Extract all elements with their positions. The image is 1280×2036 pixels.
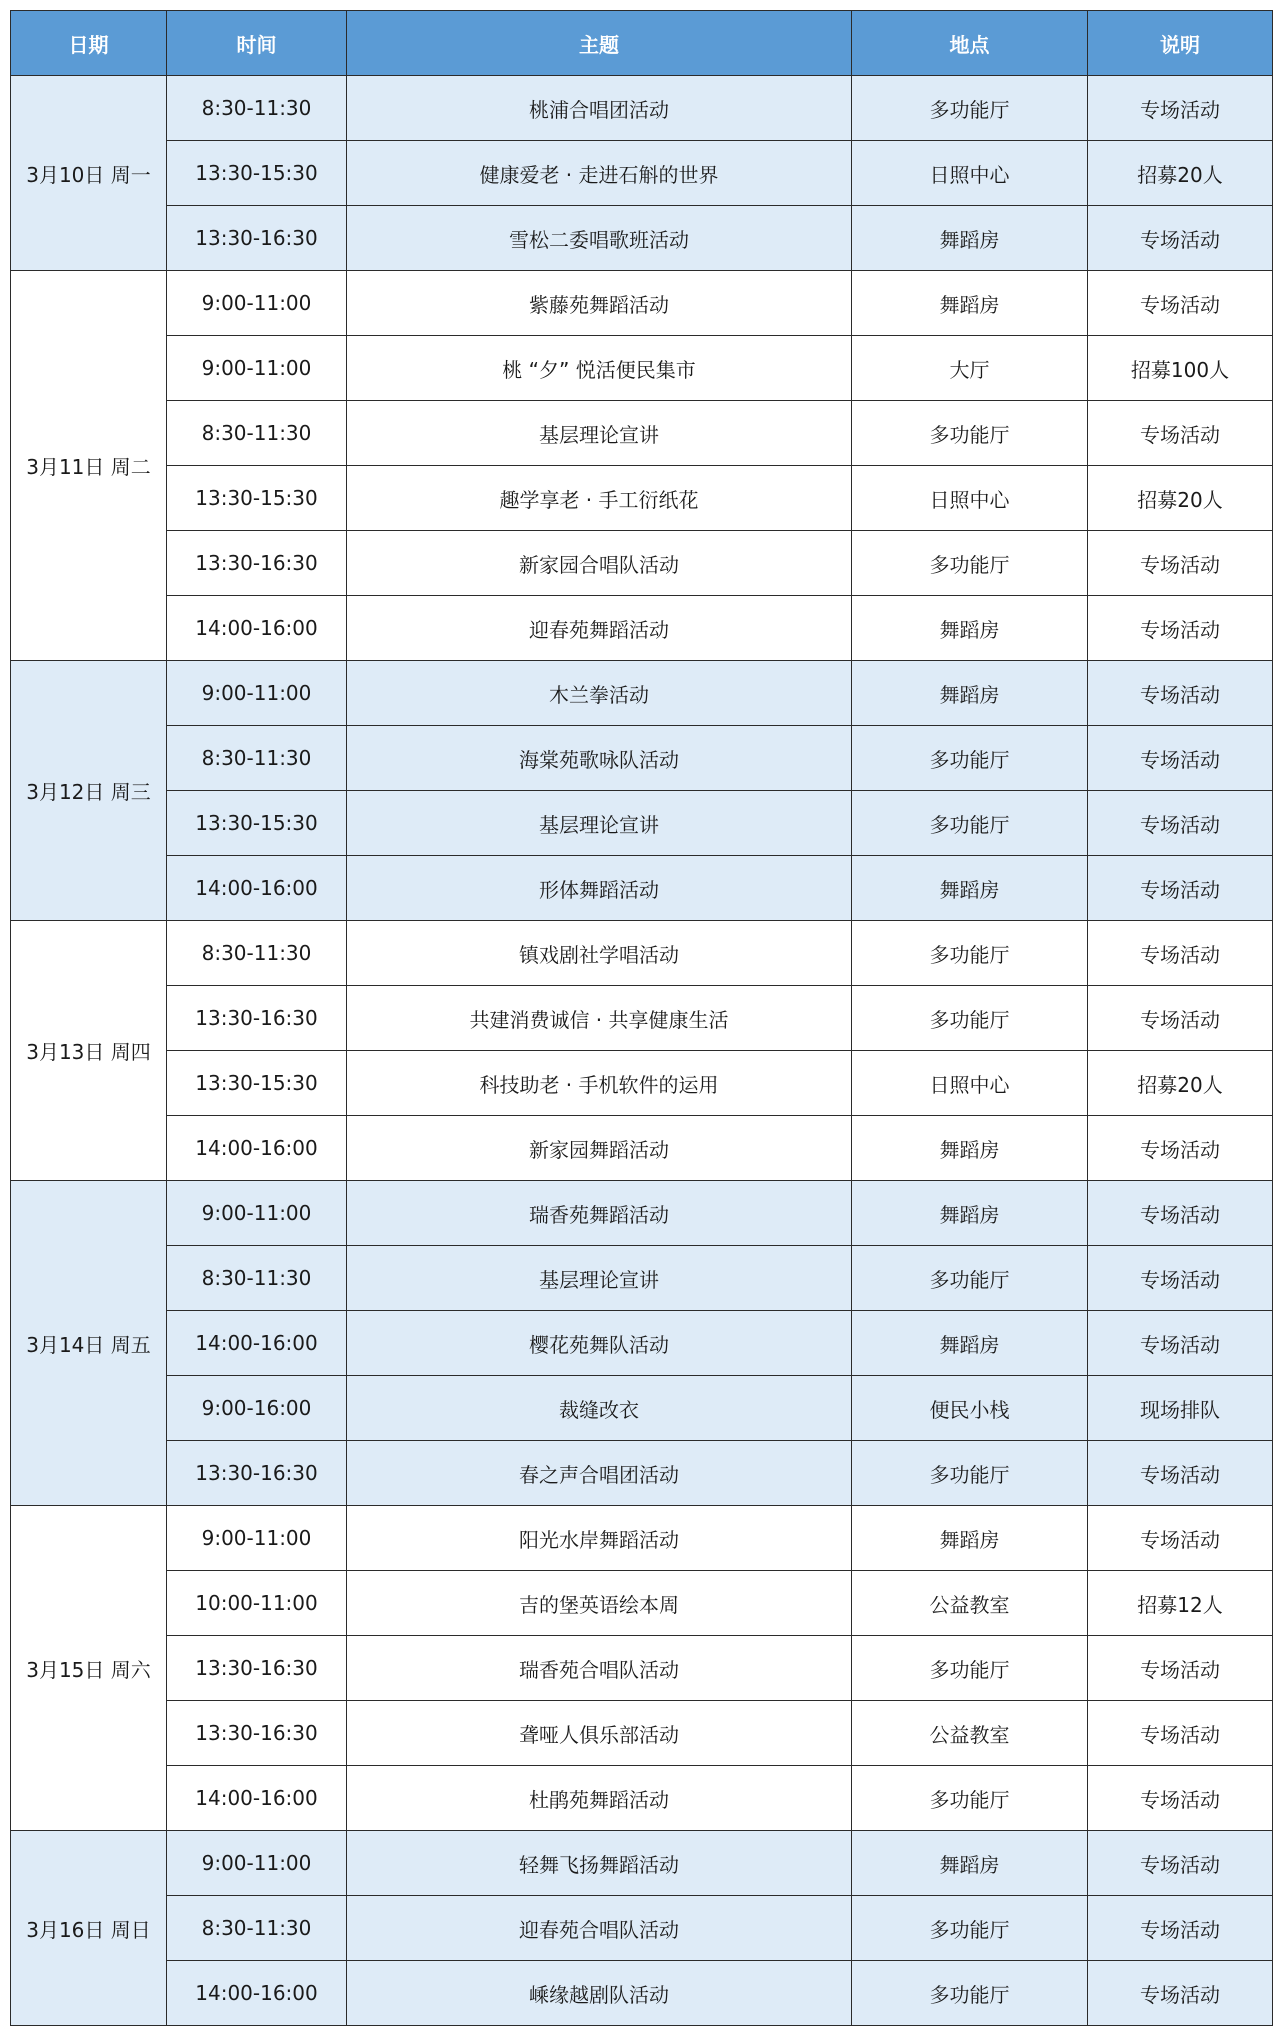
topic-cell: 科技助老 · 手机软件的运用	[347, 1051, 852, 1116]
location-cell: 日照中心	[852, 141, 1088, 206]
note-cell: 专场活动	[1088, 1116, 1273, 1181]
table-row	[11, 726, 1273, 791]
topic-cell: 阳光水岸舞蹈活动	[347, 1506, 852, 1571]
time-cell: 14:00-16:00	[167, 1311, 347, 1376]
note-cell: 专场活动	[1088, 1701, 1273, 1766]
table-row	[11, 1831, 1273, 1896]
location-cell: 舞蹈房	[852, 1181, 1088, 1246]
date-cell: 3月10日 周一	[11, 76, 167, 271]
table-row	[11, 466, 1273, 531]
time-cell: 13:30-16:30	[167, 531, 347, 596]
table-row	[11, 661, 1273, 726]
topic-cell: 木兰拳活动	[347, 661, 852, 726]
day-group	[11, 76, 1273, 271]
topic-cell: 趣学享老 · 手工衍纸花	[347, 466, 852, 531]
table-row	[11, 1896, 1273, 1961]
location-cell: 多功能厅	[852, 1766, 1088, 1831]
note-cell: 招募20人	[1088, 1051, 1273, 1116]
location-cell: 舞蹈房	[852, 661, 1088, 726]
note-cell: 专场活动	[1088, 76, 1273, 141]
location-cell: 舞蹈房	[852, 856, 1088, 921]
topic-cell: 新家园合唱队活动	[347, 531, 852, 596]
note-cell: 专场活动	[1088, 531, 1273, 596]
time-cell: 9:00-11:00	[167, 1181, 347, 1246]
location-cell: 大厅	[852, 336, 1088, 401]
table-row	[11, 986, 1273, 1051]
table-row	[11, 1181, 1273, 1246]
table-row	[11, 271, 1273, 336]
location-cell: 日照中心	[852, 1051, 1088, 1116]
note-cell: 专场活动	[1088, 1961, 1273, 2026]
day-group	[11, 1181, 1273, 1506]
note-cell: 招募12人	[1088, 1571, 1273, 1636]
table-row	[11, 1766, 1273, 1831]
note-cell: 专场活动	[1088, 401, 1273, 466]
day-group	[11, 1831, 1273, 2026]
location-cell: 舞蹈房	[852, 1506, 1088, 1571]
time-cell: 13:30-15:30	[167, 141, 347, 206]
date-cell: 3月12日 周三	[11, 661, 167, 921]
topic-cell: 共建消费诚信 · 共享健康生活	[347, 986, 852, 1051]
table-row	[11, 1441, 1273, 1506]
location-cell: 多功能厅	[852, 726, 1088, 791]
table-row	[11, 141, 1273, 206]
topic-cell: 基层理论宣讲	[347, 791, 852, 856]
location-cell: 便民小栈	[852, 1376, 1088, 1441]
time-cell: 13:30-16:30	[167, 1636, 347, 1701]
date-cell: 3月15日 周六	[11, 1506, 167, 1831]
day-group	[11, 921, 1273, 1181]
table-row	[11, 336, 1273, 401]
topic-cell: 杜鹃苑舞蹈活动	[347, 1766, 852, 1831]
time-cell: 9:00-11:00	[167, 661, 347, 726]
time-cell: 8:30-11:30	[167, 1246, 347, 1311]
note-cell: 专场活动	[1088, 1311, 1273, 1376]
note-cell: 专场活动	[1088, 1441, 1273, 1506]
time-cell: 9:00-11:00	[167, 271, 347, 336]
note-cell: 专场活动	[1088, 1181, 1273, 1246]
topic-cell: 裁缝改衣	[347, 1376, 852, 1441]
date-cell: 3月14日 周五	[11, 1181, 167, 1506]
time-cell: 13:30-16:30	[167, 206, 347, 271]
location-cell: 日照中心	[852, 466, 1088, 531]
note-cell: 专场活动	[1088, 206, 1273, 271]
location-cell: 舞蹈房	[852, 271, 1088, 336]
header-topic: 主题	[347, 11, 852, 76]
table-header	[11, 11, 1273, 76]
time-cell: 8:30-11:30	[167, 401, 347, 466]
time-cell: 13:30-15:30	[167, 1051, 347, 1116]
note-cell: 专场活动	[1088, 986, 1273, 1051]
note-cell: 现场排队	[1088, 1376, 1273, 1441]
table-row	[11, 1961, 1273, 2026]
topic-cell: 海棠苑歌咏队活动	[347, 726, 852, 791]
topic-cell: 迎春苑舞蹈活动	[347, 596, 852, 661]
table-row	[11, 206, 1273, 271]
note-cell: 专场活动	[1088, 791, 1273, 856]
header-row	[11, 11, 1273, 76]
time-cell: 13:30-16:30	[167, 1701, 347, 1766]
note-cell: 专场活动	[1088, 726, 1273, 791]
note-cell: 专场活动	[1088, 921, 1273, 986]
topic-cell: 健康爱老 · 走进石斛的世界	[347, 141, 852, 206]
topic-cell: 紫藤苑舞蹈活动	[347, 271, 852, 336]
note-cell: 专场活动	[1088, 271, 1273, 336]
date-cell: 3月11日 周二	[11, 271, 167, 661]
location-cell: 公益教室	[852, 1571, 1088, 1636]
time-cell: 14:00-16:00	[167, 856, 347, 921]
topic-cell: 桃 “夕” 悦活便民集市	[347, 336, 852, 401]
location-cell: 多功能厅	[852, 1896, 1088, 1961]
table-row	[11, 1506, 1273, 1571]
header-date: 日期	[11, 11, 167, 76]
location-cell: 多功能厅	[852, 401, 1088, 466]
time-cell: 8:30-11:30	[167, 726, 347, 791]
topic-cell: 樱花苑舞队活动	[347, 1311, 852, 1376]
time-cell: 8:30-11:30	[167, 76, 347, 141]
time-cell: 9:00-11:00	[167, 336, 347, 401]
time-cell: 9:00-11:00	[167, 1831, 347, 1896]
table-row	[11, 1311, 1273, 1376]
activity-schedule-table	[10, 10, 1273, 2026]
location-cell: 多功能厅	[852, 986, 1088, 1051]
time-cell: 9:00-11:00	[167, 1506, 347, 1571]
time-cell: 14:00-16:00	[167, 1961, 347, 2026]
table-row	[11, 1116, 1273, 1181]
day-group	[11, 271, 1273, 661]
table-row	[11, 1246, 1273, 1311]
location-cell: 公益教室	[852, 1701, 1088, 1766]
topic-cell: 瑞香苑合唱队活动	[347, 1636, 852, 1701]
location-cell: 多功能厅	[852, 1636, 1088, 1701]
time-cell: 8:30-11:30	[167, 1896, 347, 1961]
table-row	[11, 401, 1273, 466]
header-location: 地点	[852, 11, 1088, 76]
time-cell: 14:00-16:00	[167, 1766, 347, 1831]
table-row	[11, 921, 1273, 986]
header-note: 说明	[1088, 11, 1273, 76]
note-cell: 招募20人	[1088, 466, 1273, 531]
note-cell: 专场活动	[1088, 1896, 1273, 1961]
time-cell: 13:30-15:30	[167, 466, 347, 531]
location-cell: 多功能厅	[852, 921, 1088, 986]
header-time: 时间	[167, 11, 347, 76]
topic-cell: 聋哑人俱乐部活动	[347, 1701, 852, 1766]
time-cell: 10:00-11:00	[167, 1571, 347, 1636]
table-row	[11, 1051, 1273, 1116]
table-row	[11, 531, 1273, 596]
time-cell: 8:30-11:30	[167, 921, 347, 986]
location-cell: 多功能厅	[852, 791, 1088, 856]
note-cell: 专场活动	[1088, 1636, 1273, 1701]
table-row	[11, 1571, 1273, 1636]
topic-cell: 轻舞飞扬舞蹈活动	[347, 1831, 852, 1896]
location-cell: 多功能厅	[852, 76, 1088, 141]
table-row	[11, 791, 1273, 856]
table-row	[11, 856, 1273, 921]
topic-cell: 春之声合唱团活动	[347, 1441, 852, 1506]
time-cell: 9:00-16:00	[167, 1376, 347, 1441]
table-row	[11, 1636, 1273, 1701]
topic-cell: 瑞香苑舞蹈活动	[347, 1181, 852, 1246]
location-cell: 多功能厅	[852, 1441, 1088, 1506]
table-row	[11, 596, 1273, 661]
topic-cell: 新家园舞蹈活动	[347, 1116, 852, 1181]
note-cell: 专场活动	[1088, 856, 1273, 921]
day-group	[11, 1506, 1273, 1831]
note-cell: 专场活动	[1088, 1506, 1273, 1571]
time-cell: 13:30-15:30	[167, 791, 347, 856]
topic-cell: 镇戏剧社学唱活动	[347, 921, 852, 986]
time-cell: 13:30-16:30	[167, 1441, 347, 1506]
topic-cell: 迎春苑合唱队活动	[347, 1896, 852, 1961]
time-cell: 13:30-16:30	[167, 986, 347, 1051]
date-cell: 3月16日 周日	[11, 1831, 167, 2026]
table-row	[11, 1701, 1273, 1766]
location-cell: 多功能厅	[852, 1246, 1088, 1311]
note-cell: 招募100人	[1088, 336, 1273, 401]
schedule-sheet	[10, 10, 1272, 2026]
day-group	[11, 661, 1273, 921]
topic-cell: 桃浦合唱团活动	[347, 76, 852, 141]
topic-cell: 基层理论宣讲	[347, 1246, 852, 1311]
location-cell: 多功能厅	[852, 1961, 1088, 2026]
location-cell: 舞蹈房	[852, 1311, 1088, 1376]
date-cell: 3月13日 周四	[11, 921, 167, 1181]
note-cell: 专场活动	[1088, 596, 1273, 661]
note-cell: 专场活动	[1088, 1831, 1273, 1896]
location-cell: 舞蹈房	[852, 1116, 1088, 1181]
note-cell: 招募20人	[1088, 141, 1273, 206]
note-cell: 专场活动	[1088, 1246, 1273, 1311]
time-cell: 14:00-16:00	[167, 596, 347, 661]
table-row	[11, 76, 1273, 141]
topic-cell: 吉的堡英语绘本周	[347, 1571, 852, 1636]
topic-cell: 基层理论宣讲	[347, 401, 852, 466]
time-cell: 14:00-16:00	[167, 1116, 347, 1181]
topic-cell: 雪松二委唱歌班活动	[347, 206, 852, 271]
topic-cell: 嵊缘越剧队活动	[347, 1961, 852, 2026]
topic-cell: 形体舞蹈活动	[347, 856, 852, 921]
table-row	[11, 1376, 1273, 1441]
location-cell: 舞蹈房	[852, 206, 1088, 271]
location-cell: 多功能厅	[852, 531, 1088, 596]
location-cell: 舞蹈房	[852, 596, 1088, 661]
note-cell: 专场活动	[1088, 661, 1273, 726]
note-cell: 专场活动	[1088, 1766, 1273, 1831]
location-cell: 舞蹈房	[852, 1831, 1088, 1896]
